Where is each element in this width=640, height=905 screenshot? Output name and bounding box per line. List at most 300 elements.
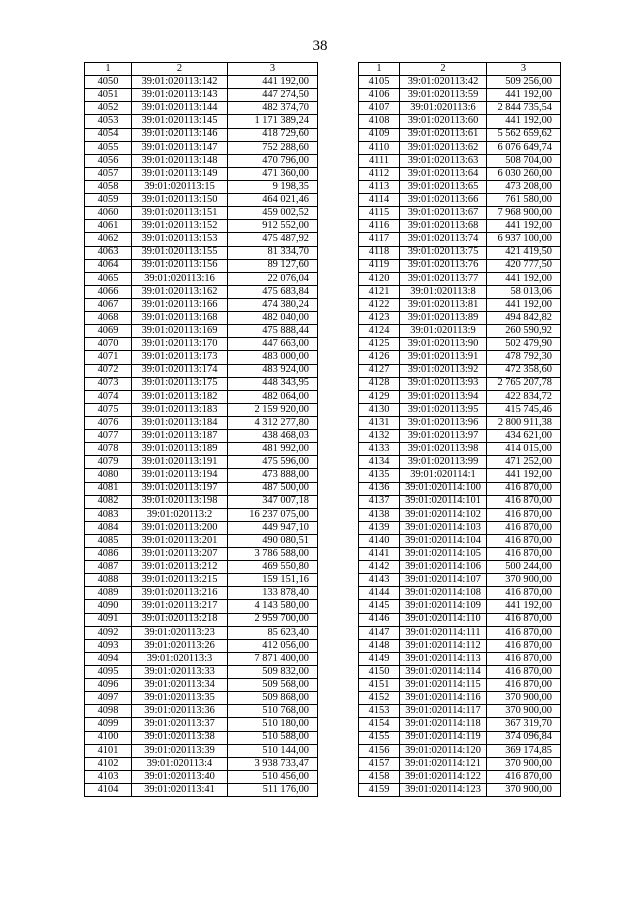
table-row: [85, 298, 318, 311]
table-row: [359, 679, 561, 692]
row-number: 4076: [85, 416, 132, 429]
table-row: [85, 312, 318, 325]
row-number: 4082: [85, 495, 132, 508]
row-number: 4108: [359, 115, 400, 128]
cadastral-number: 39:01:020113:15: [132, 180, 228, 193]
cadastral-value: 483 000,00: [228, 351, 318, 364]
cadastral-value: 370 900,00: [487, 705, 561, 718]
cadastral-value: 416 870,00: [487, 508, 561, 521]
row-number: 4074: [85, 390, 132, 403]
row-number: 4079: [85, 456, 132, 469]
cadastral-value: 441 192,00: [487, 115, 561, 128]
table-row: [359, 521, 561, 534]
cadastral-value: 89 127,60: [228, 259, 318, 272]
row-number: 4089: [85, 587, 132, 600]
cadastral-number: 39:01:020113:63: [400, 154, 487, 167]
cadastral-number: 39:01:020114:115: [400, 679, 487, 692]
row-number: 4151: [359, 679, 400, 692]
cadastral-number: 39:01:020113:9: [400, 325, 487, 338]
cadastral-value: 473 888,00: [228, 469, 318, 482]
cadastral-value: 370 900,00: [487, 692, 561, 705]
row-number: 4063: [85, 246, 132, 259]
row-number: 4065: [85, 272, 132, 285]
cadastral-number: 39:01:020113:99: [400, 456, 487, 469]
row-number: 4103: [85, 770, 132, 783]
table-row: [359, 338, 561, 351]
table-row: [359, 561, 561, 574]
table-row: [359, 102, 561, 115]
row-number: 4153: [359, 705, 400, 718]
cadastral-value: 2 844 735,54: [487, 102, 561, 115]
row-number: 4134: [359, 456, 400, 469]
cadastral-number: 39:01:020114:102: [400, 508, 487, 521]
table-row: [85, 705, 318, 718]
cadastral-value: 482 040,00: [228, 312, 318, 325]
table-row: [85, 508, 318, 521]
table-row: [85, 456, 318, 469]
row-number: 4091: [85, 613, 132, 626]
cadastral-value: 464 021,46: [228, 194, 318, 207]
row-number: 4140: [359, 534, 400, 547]
cadastral-number: 39:01:020113:201: [132, 534, 228, 547]
table-row: [85, 141, 318, 154]
table-row: [85, 416, 318, 429]
table-row: [85, 784, 318, 797]
cadastral-value: 260 590,92: [487, 325, 561, 338]
table-row: [85, 154, 318, 167]
table-row: [85, 770, 318, 783]
cadastral-number: 39:01:020113:182: [132, 390, 228, 403]
table-row: [85, 757, 318, 770]
row-number: 4110: [359, 141, 400, 154]
cadastral-number: 39:01:020113:148: [132, 154, 228, 167]
row-number: 4052: [85, 102, 132, 115]
cadastral-value: 416 870,00: [487, 666, 561, 679]
row-number: 4144: [359, 587, 400, 600]
cadastral-number: 39:01:020113:198: [132, 495, 228, 508]
table-row: [85, 351, 318, 364]
row-number: 4095: [85, 666, 132, 679]
page-number: 38: [312, 38, 328, 54]
column-header: 1: [359, 63, 400, 76]
cadastral-number: 39:01:020114:108: [400, 587, 487, 600]
cadastral-number: 39:01:020113:153: [132, 233, 228, 246]
table-row: [359, 456, 561, 469]
cadastral-value: 412 056,00: [228, 639, 318, 652]
cadastral-number: 39:01:020113:184: [132, 416, 228, 429]
cadastral-value: 469 550,80: [228, 561, 318, 574]
table-row: [85, 167, 318, 180]
table-row: [85, 285, 318, 298]
row-number: 4055: [85, 141, 132, 154]
cadastral-number: 39:01:020113:36: [132, 705, 228, 718]
cadastral-value: 2 959 700,00: [228, 613, 318, 626]
table-row: [359, 705, 561, 718]
table-row: [359, 377, 561, 390]
row-number: 4093: [85, 639, 132, 652]
table-row: [85, 574, 318, 587]
table-row: [359, 469, 561, 482]
cadastral-value: 438 468,03: [228, 430, 318, 443]
cadastral-value: 422 834,72: [487, 390, 561, 403]
cadastral-number: 39:01:020113:95: [400, 403, 487, 416]
table-row: [359, 325, 561, 338]
cadastral-number: 39:01:020113:75: [400, 246, 487, 259]
cadastral-number: 39:01:020114:1: [400, 469, 487, 482]
cadastral-value: 510 180,00: [228, 718, 318, 731]
cadastral-value: 7 968 900,00: [487, 207, 561, 220]
table-row: [359, 207, 561, 220]
row-number: 4124: [359, 325, 400, 338]
table-row: [359, 744, 561, 757]
cadastral-value: 2 765 207,78: [487, 377, 561, 390]
cadastral-value: 418 729,60: [228, 128, 318, 141]
row-number: 4113: [359, 180, 400, 193]
table-row: [359, 652, 561, 665]
row-number: 4130: [359, 403, 400, 416]
row-number: 4078: [85, 443, 132, 456]
cadastral-number: 39:01:020113:40: [132, 770, 228, 783]
table-row: [359, 89, 561, 102]
column-header: 2: [132, 63, 228, 76]
cadastral-value: 22 076,04: [228, 272, 318, 285]
cadastral-value: 448 343,95: [228, 377, 318, 390]
table-row: [359, 757, 561, 770]
row-number: 4100: [85, 731, 132, 744]
table-row: [85, 666, 318, 679]
cadastral-number: 39:01:020113:194: [132, 469, 228, 482]
row-number: 4050: [85, 76, 132, 89]
cadastral-number: 39:01:020113:2: [132, 508, 228, 521]
row-number: 4090: [85, 600, 132, 613]
cadastral-value: 2 159 920,00: [228, 403, 318, 416]
row-number: 4125: [359, 338, 400, 351]
row-number: 4053: [85, 115, 132, 128]
cadastral-value: 510 456,00: [228, 770, 318, 783]
table-row: [359, 180, 561, 193]
cadastral-number: 39:01:020113:197: [132, 482, 228, 495]
table-row: [359, 194, 561, 207]
cadastral-value: 447 274,50: [228, 89, 318, 102]
row-number: 4083: [85, 508, 132, 521]
cadastral-number: 39:01:020114:110: [400, 613, 487, 626]
table-row: [359, 154, 561, 167]
cadastral-number: 39:01:020113:170: [132, 338, 228, 351]
row-number: 4142: [359, 561, 400, 574]
row-number: 4072: [85, 364, 132, 377]
cadastral-number: 39:01:020113:174: [132, 364, 228, 377]
table-row: [85, 403, 318, 416]
row-number: 4155: [359, 731, 400, 744]
cadastral-number: 39:01:020113:217: [132, 600, 228, 613]
row-number: 4097: [85, 692, 132, 705]
cadastral-number: 39:01:020113:81: [400, 298, 487, 311]
cadastral-value: 510 768,00: [228, 705, 318, 718]
table-row: [85, 180, 318, 193]
cadastral-value: 508 704,00: [487, 154, 561, 167]
cadastral-value: 510 588,00: [228, 731, 318, 744]
table-row: [85, 325, 318, 338]
table-row: [85, 692, 318, 705]
row-number: 4135: [359, 469, 400, 482]
cadastral-value: 416 870,00: [487, 679, 561, 692]
row-number: 4059: [85, 194, 132, 207]
table-row: [85, 744, 318, 757]
cadastral-number: 39:01:020113:150: [132, 194, 228, 207]
cadastral-number: 39:01:020113:68: [400, 220, 487, 233]
table-row: [85, 115, 318, 128]
cadastral-value: 85 623,40: [228, 626, 318, 639]
cadastral-value: 133 878,40: [228, 587, 318, 600]
table-row: [85, 233, 318, 246]
row-number: 4133: [359, 443, 400, 456]
cadastral-value: 912 552,00: [228, 220, 318, 233]
cadastral-value: 1 171 389,24: [228, 115, 318, 128]
cadastral-value: 471 252,00: [487, 456, 561, 469]
table-row: [359, 548, 561, 561]
cadastral-value: 471 360,00: [228, 167, 318, 180]
cadastral-number: 39:01:020114:117: [400, 705, 487, 718]
row-number: 4102: [85, 757, 132, 770]
row-number: 4088: [85, 574, 132, 587]
cadastral-value: 4 312 277,80: [228, 416, 318, 429]
cadastral-number: 39:01:020114:107: [400, 574, 487, 587]
cadastral-number: 39:01:020113:155: [132, 246, 228, 259]
table-row: [85, 364, 318, 377]
cadastral-number: 39:01:020113:191: [132, 456, 228, 469]
cadastral-number: 39:01:020113:59: [400, 89, 487, 102]
row-number: 4084: [85, 521, 132, 534]
cadastral-number: 39:01:020114:119: [400, 731, 487, 744]
table-row: [359, 167, 561, 180]
table-row: [359, 692, 561, 705]
table-row: [359, 115, 561, 128]
cadastral-number: 39:01:020113:207: [132, 548, 228, 561]
table-row: [359, 272, 561, 285]
row-number: 4127: [359, 364, 400, 377]
row-number: 4070: [85, 338, 132, 351]
table-row: [85, 128, 318, 141]
cadastral-number: 39:01:020113:94: [400, 390, 487, 403]
cadastral-value: 510 144,00: [228, 744, 318, 757]
row-number: 4105: [359, 76, 400, 89]
cadastral-number: 39:01:020113:42: [400, 76, 487, 89]
cadastral-number: 39:01:020113:67: [400, 207, 487, 220]
table-row: [359, 626, 561, 639]
cadastral-number: 39:01:020113:8: [400, 285, 487, 298]
cadastral-number: 39:01:020113:144: [132, 102, 228, 115]
row-number: 4104: [85, 784, 132, 797]
cadastral-value: 483 924,00: [228, 364, 318, 377]
table-row: [359, 259, 561, 272]
cadastral-value: 487 500,00: [228, 482, 318, 495]
cadastral-number: 39:01:020113:96: [400, 416, 487, 429]
row-number: 4086: [85, 548, 132, 561]
cadastral-number: 39:01:020114:123: [400, 784, 487, 797]
cadastral-value: 367 319,70: [487, 718, 561, 731]
table-row: [359, 312, 561, 325]
table-row: [85, 495, 318, 508]
cadastral-value: 5 562 659,62: [487, 128, 561, 141]
table-row: [85, 679, 318, 692]
table-row: [359, 508, 561, 521]
table-row: [85, 639, 318, 652]
cadastral-number: 39:01:020114:121: [400, 757, 487, 770]
row-number: 4061: [85, 220, 132, 233]
cadastral-number: 39:01:020113:34: [132, 679, 228, 692]
row-number: 4094: [85, 652, 132, 665]
table-header-row: [359, 63, 561, 76]
cadastral-number: 39:01:020113:173: [132, 351, 228, 364]
cadastral-number: 39:01:020113:149: [132, 167, 228, 180]
cadastral-number: 39:01:020114:109: [400, 600, 487, 613]
cadastral-number: 39:01:020113:91: [400, 351, 487, 364]
cadastral-number: 39:01:020113:89: [400, 312, 487, 325]
cadastral-value: 416 870,00: [487, 482, 561, 495]
row-number: 4123: [359, 312, 400, 325]
row-number: 4096: [85, 679, 132, 692]
table-row: [85, 259, 318, 272]
row-number: 4064: [85, 259, 132, 272]
row-number: 4141: [359, 548, 400, 561]
cadastral-number: 39:01:020113:74: [400, 233, 487, 246]
table-row: [85, 613, 318, 626]
row-number: 4126: [359, 351, 400, 364]
row-number: 4112: [359, 167, 400, 180]
row-number: 4129: [359, 390, 400, 403]
cadastral-number: 39:01:020113:183: [132, 403, 228, 416]
table-row: [85, 102, 318, 115]
cadastral-number: 39:01:020113:4: [132, 757, 228, 770]
cadastral-number: 39:01:020113:93: [400, 377, 487, 390]
cadastral-value: 414 015,00: [487, 443, 561, 456]
cadastral-value: 16 237 075,00: [228, 508, 318, 521]
table-row: [359, 718, 561, 731]
row-number: 4068: [85, 312, 132, 325]
table-row: [359, 233, 561, 246]
row-number: 4122: [359, 298, 400, 311]
cadastral-number: 39:01:020114:122: [400, 770, 487, 783]
row-number: 4149: [359, 652, 400, 665]
table-row: [359, 784, 561, 797]
cadastral-value: 509 832,00: [228, 666, 318, 679]
table-row: [359, 285, 561, 298]
row-number: 4118: [359, 246, 400, 259]
row-number: 4073: [85, 377, 132, 390]
cadastral-value: 502 479,90: [487, 338, 561, 351]
cadastral-number: 39:01:020113:147: [132, 141, 228, 154]
cadastral-value: 473 208,00: [487, 180, 561, 193]
table-row: [85, 220, 318, 233]
row-number: 4157: [359, 757, 400, 770]
table-row: [85, 482, 318, 495]
cadastral-value: 6 076 649,74: [487, 141, 561, 154]
cadastral-number: 39:01:020114:101: [400, 495, 487, 508]
row-number: 4106: [359, 89, 400, 102]
row-number: 4139: [359, 521, 400, 534]
table-row: [85, 534, 318, 547]
row-number: 4092: [85, 626, 132, 639]
table-right: [358, 62, 561, 797]
row-number: 4137: [359, 495, 400, 508]
row-number: 4143: [359, 574, 400, 587]
table-row: [85, 652, 318, 665]
row-number: 4080: [85, 469, 132, 482]
cadastral-value: 159 151,16: [228, 574, 318, 587]
cadastral-number: 39:01:020113:26: [132, 639, 228, 652]
cadastral-number: 39:01:020113:218: [132, 613, 228, 626]
cadastral-value: 416 870,00: [487, 652, 561, 665]
cadastral-value: 482 064,00: [228, 390, 318, 403]
row-number: 4111: [359, 154, 400, 167]
table-row: [85, 731, 318, 744]
row-number: 4060: [85, 207, 132, 220]
cadastral-number: 39:01:020113:143: [132, 89, 228, 102]
table-row: [359, 574, 561, 587]
row-number: 4051: [85, 89, 132, 102]
cadastral-value: 58 013,06: [487, 285, 561, 298]
cadastral-number: 39:01:020113:37: [132, 718, 228, 731]
cadastral-number: 39:01:020113:92: [400, 364, 487, 377]
cadastral-number: 39:01:020113:61: [400, 128, 487, 141]
row-number: 4145: [359, 600, 400, 613]
cadastral-value: 370 900,00: [487, 574, 561, 587]
row-number: 4056: [85, 154, 132, 167]
cadastral-value: 761 580,00: [487, 194, 561, 207]
row-number: 4087: [85, 561, 132, 574]
cadastral-value: 441 192,00: [487, 298, 561, 311]
cadastral-value: 482 374,70: [228, 102, 318, 115]
cadastral-value: 459 002,52: [228, 207, 318, 220]
table-row: [85, 443, 318, 456]
cadastral-number: 39:01:020114:103: [400, 521, 487, 534]
cadastral-number: 39:01:020114:104: [400, 534, 487, 547]
table-row: [85, 246, 318, 259]
cadastral-value: 3 786 588,00: [228, 548, 318, 561]
cadastral-value: 3 938 733,47: [228, 757, 318, 770]
cadastral-value: 447 663,00: [228, 338, 318, 351]
table-header-row: [85, 63, 318, 76]
row-number: 4128: [359, 377, 400, 390]
cadastral-number: 39:01:020113:90: [400, 338, 487, 351]
row-number: 4085: [85, 534, 132, 547]
cadastral-number: 39:01:020113:166: [132, 298, 228, 311]
cadastral-number: 39:01:020113:152: [132, 220, 228, 233]
table-row: [359, 613, 561, 626]
cadastral-value: 470 796,00: [228, 154, 318, 167]
row-number: 4117: [359, 233, 400, 246]
cadastral-value: 369 174,85: [487, 744, 561, 757]
cadastral-value: 472 358,60: [487, 364, 561, 377]
table-row: [85, 272, 318, 285]
cadastral-number: 39:01:020113:162: [132, 285, 228, 298]
cadastral-value: 475 683,84: [228, 285, 318, 298]
cadastral-value: 475 888,44: [228, 325, 318, 338]
cadastral-number: 39:01:020113:39: [132, 744, 228, 757]
cadastral-number: 39:01:020113:97: [400, 430, 487, 443]
table-row: [359, 416, 561, 429]
table-row: [359, 731, 561, 744]
cadastral-number: 39:01:020113:38: [132, 731, 228, 744]
cadastral-value: 4 143 580,00: [228, 600, 318, 613]
row-number: 4071: [85, 351, 132, 364]
cadastral-number: 39:01:020114:113: [400, 652, 487, 665]
row-number: 4156: [359, 744, 400, 757]
cadastral-number: 39:01:020113:16: [132, 272, 228, 285]
cadastral-value: 6 030 260,00: [487, 167, 561, 180]
cadastral-value: 449 947,10: [228, 521, 318, 534]
table-row: [359, 443, 561, 456]
